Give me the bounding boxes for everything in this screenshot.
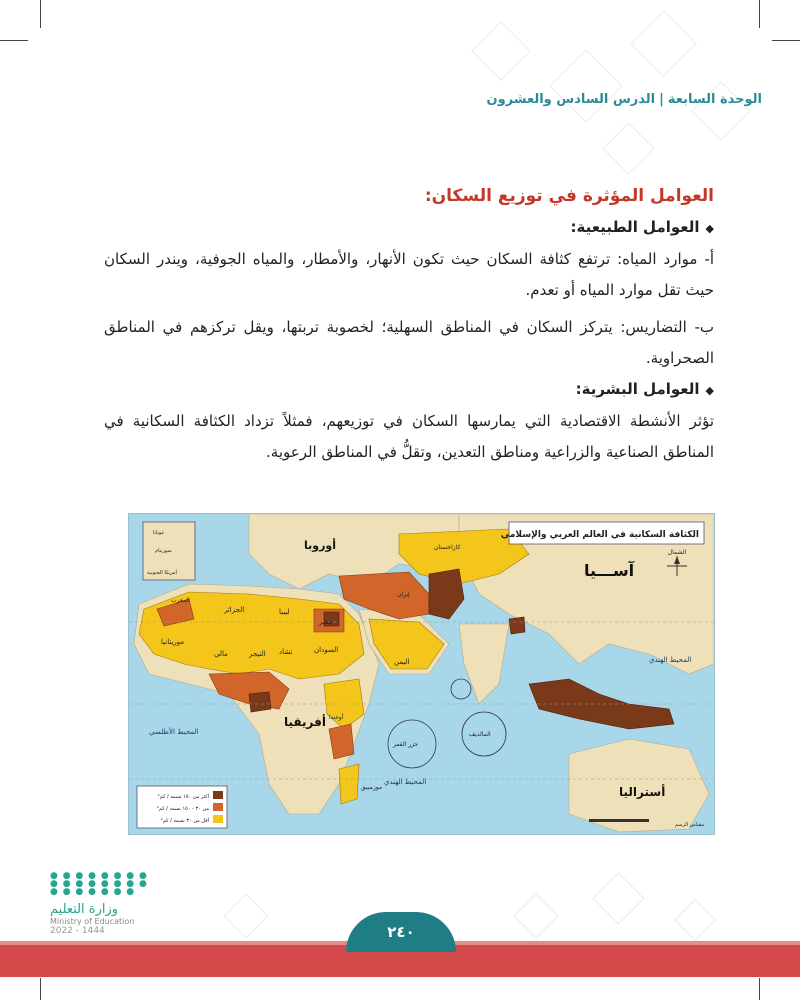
section-title: العوامل المؤثرة في توزيع السكان: — [424, 186, 714, 206]
crop-mark — [40, 978, 41, 1000]
high-density-nigeria — [249, 692, 271, 712]
population-density-map — [128, 513, 715, 835]
economic-activities-paragraph: تؤثر الأنشطة الاقتصادية التي يمارسها السكان في توزيعهم، فمثلاً تزداد الكثافة السكانية في المناطق الصناعية والزراعية ومناطق التعدين، وتقلُّ في المناطق الرعوية. — [104, 412, 714, 461]
label-asia: آســـيا — [584, 561, 635, 580]
natural-factors-heading — [104, 218, 714, 236]
ministry-logo — [50, 872, 170, 936]
map-title: الكثافة السكانية في العالم العربي والإسلامي — [500, 530, 699, 540]
decorative-diamond — [513, 893, 558, 938]
crop-mark — [759, 0, 760, 28]
label-chad: تشاد — [279, 648, 293, 656]
label-libya: ليبيا — [279, 608, 290, 616]
label-africa: أفريقيا — [284, 715, 326, 729]
label-kazakhstan: كازاخستان — [434, 544, 461, 551]
ministry-name-en: Ministry of Education — [50, 917, 135, 926]
crop-mark — [772, 40, 800, 41]
crop-mark — [0, 40, 28, 41]
label-mauritania: موريتانيا — [161, 638, 185, 646]
legend-label-high: أكثر من ١٥٠ نسمة / كم² — [157, 794, 209, 800]
natural-factors-label: العوامل الطبيعية: — [570, 218, 700, 236]
bullet-icon: ◆ — [705, 384, 714, 397]
label-comoros: جزر القمر — [393, 741, 419, 748]
crop-mark — [759, 978, 760, 1000]
water-resources-paragraph: أ- موارد المياه: ترتفع كثافة السكان حيث تكون الأنهار، والأمطار، والمياه الجوفية، ويندر السكان حيث تقل موارد المياه أو تعدم. — [104, 250, 714, 299]
legend-swatch-low — [213, 815, 223, 823]
legend-label-low: أقل من ٣٠ نسمة / كم² — [160, 818, 209, 824]
legend-label-medium: من ٣٠ - ١٥٠ نسمة / كم² — [156, 806, 209, 812]
decorative-diamond — [592, 872, 644, 924]
crop-mark — [40, 0, 41, 28]
unit-label: الوحدة السابعة — [667, 92, 762, 107]
map-graphic — [129, 514, 714, 834]
legend-swatch-medium — [213, 803, 223, 811]
human-factors-heading — [104, 380, 714, 398]
ministry-name-ar: وزارة التعليم — [50, 902, 119, 917]
label-morocco: المغرب — [171, 597, 190, 604]
label-atlantic: المحيط الأطلسي — [149, 728, 199, 736]
high-density-bangladesh — [509, 617, 525, 634]
label-europe: أوروبا — [304, 539, 337, 552]
decorative-diamond — [471, 21, 530, 80]
label-egypt: مصر — [319, 618, 333, 626]
island-circle-small — [451, 679, 471, 699]
label-algeria: الجزائر — [224, 606, 245, 614]
scale-bar — [589, 819, 649, 822]
page-number: ٢٤٠ — [346, 912, 456, 952]
low-density-mozambique — [339, 764, 359, 804]
high-density-pakistan — [429, 569, 464, 619]
decorative-diamond — [674, 899, 716, 941]
decorative-diamond — [630, 10, 696, 76]
label-suriname: سورينام — [155, 548, 172, 554]
label-australia: أستراليا — [619, 785, 666, 799]
label-yemen: اليمن — [394, 658, 410, 666]
decorative-diamond — [549, 49, 623, 123]
label-maldives: المالديف — [469, 731, 491, 738]
label-indian-ocean: المحيط الهندي — [384, 778, 427, 786]
label-niger: النيجر — [249, 650, 266, 658]
scale-label: مقياس الرسم — [674, 822, 704, 828]
india-landmass — [459, 624, 509, 704]
label-indian-ocean-east: المحيط الهندي — [649, 656, 692, 664]
label-south-america: أمريكا الجنوبية — [147, 570, 177, 576]
terrain-paragraph: ب- التضاريس: يتركز السكان في المناطق السهلية؛ لخصوبة تربتها، ويقل تركزهم في المناطق الصحراوية. — [104, 318, 714, 367]
label-uganda: أوغندا — [329, 714, 344, 721]
lesson-label: الدرس السادس والعشرون — [486, 92, 656, 107]
decorative-diamond — [691, 81, 750, 140]
label-guyana: غويانا — [153, 530, 165, 536]
ministry-dots-icon: ● ● ● ● ● ● ● ● ● ● ● ● ● ● ● ● ● ● ● ● ● ● ● — [50, 871, 148, 897]
label-mali: مالي — [214, 650, 228, 658]
breadcrumb — [486, 92, 762, 107]
decorative-diamond — [223, 893, 268, 938]
label-sudan: السودان — [314, 646, 339, 654]
decorative-diamond — [602, 122, 654, 174]
legend-swatch-high — [213, 791, 223, 799]
breadcrumb-separator: | — [659, 92, 664, 107]
edition-year: 2022 - 1444 — [50, 926, 105, 936]
bullet-icon: ◆ — [705, 222, 714, 235]
lesson-content — [104, 186, 714, 474]
label-mozambique: موزمبيق — [361, 784, 383, 791]
north-label: الشمال — [667, 549, 687, 556]
label-iran: إيران — [397, 591, 410, 598]
human-factors-label: العوامل البشرية: — [575, 380, 700, 398]
